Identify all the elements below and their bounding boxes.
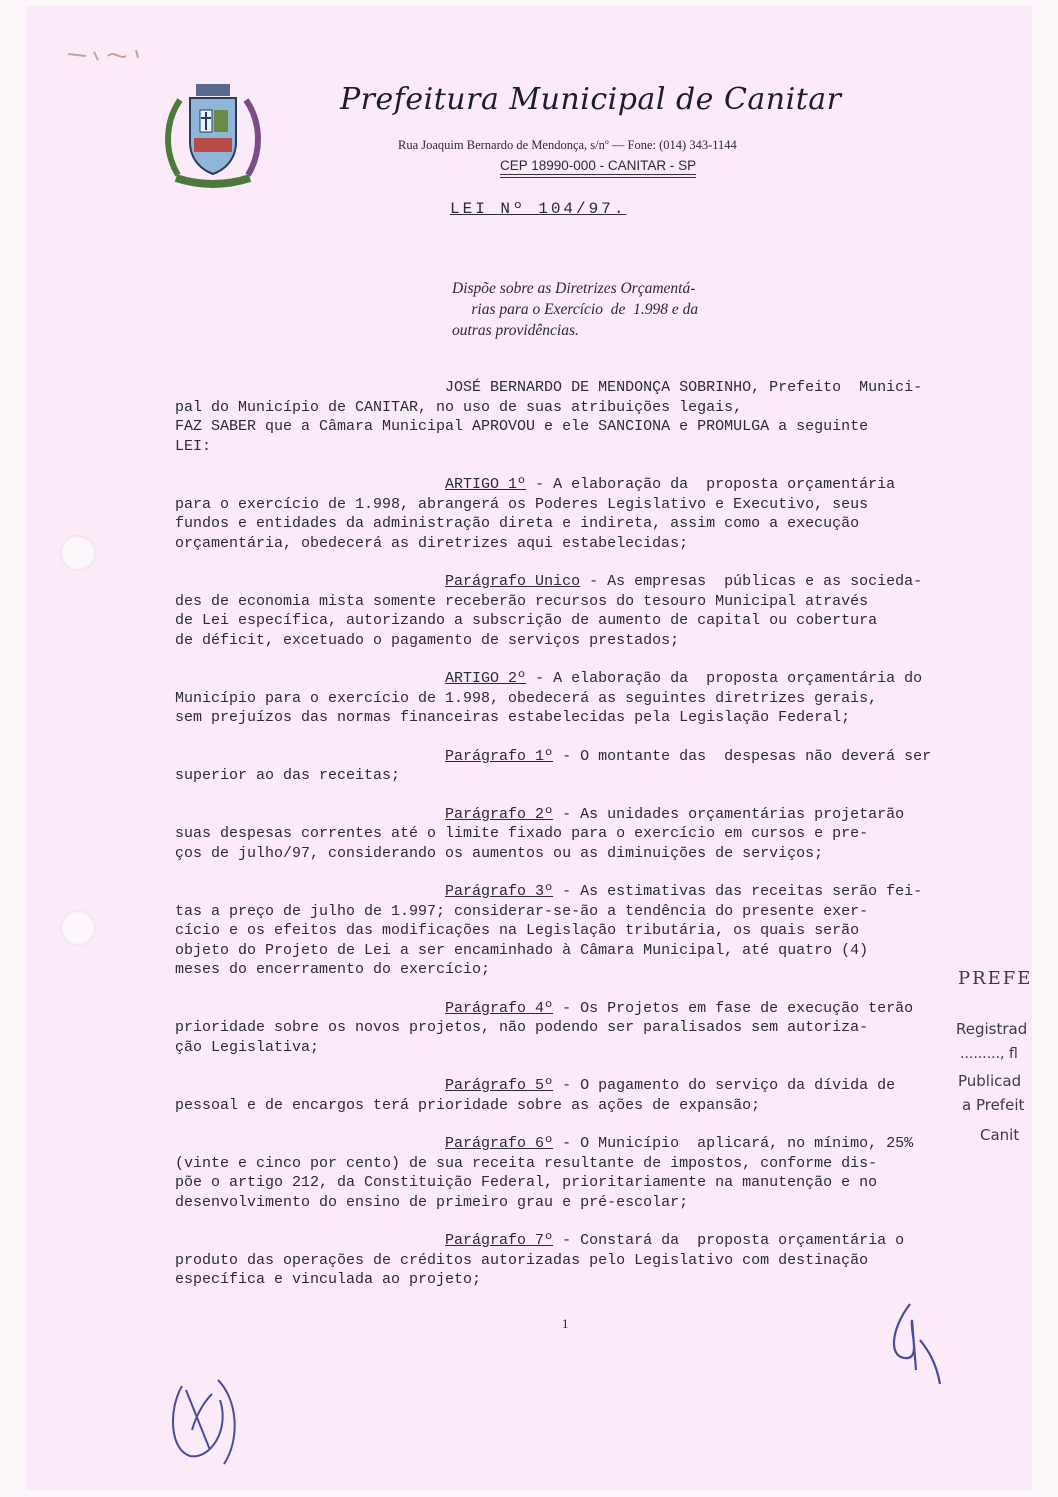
smudge-mark (64, 44, 154, 68)
paragraph-first-line (175, 1076, 953, 1096)
law-body (175, 378, 953, 1290)
paragraph-line: desenvolvimento do ensino de primeiro grau e pré-escolar; (175, 1193, 689, 1211)
paragraph-text: - As empresas públicas e as socieda- (580, 573, 923, 590)
indent (175, 748, 445, 765)
paragraph-line: objeto do Projeto de Lei a ser encaminhado à Câmara Municipal, até quatro (4) (175, 941, 869, 959)
paragraph-text: - A elaboração da proposta orçamentária (526, 476, 896, 493)
signature-initials (880, 1300, 950, 1390)
paragraph-line: específica e vinculada ao projeto; (175, 1271, 482, 1288)
address-line: Rua Joaquim Bernardo de Mendonça, s/nº — Fone: (014) 343-1144 (398, 138, 737, 152)
article-heading: Parágrafo 1º (445, 747, 554, 765)
paragraph-line: LEI: (175, 437, 212, 455)
punch-hole (60, 910, 96, 946)
paragraph-first-line (175, 669, 953, 689)
paragraph-text: - O pagamento do serviço da dívida de (553, 1077, 896, 1094)
paragraph-first-line (175, 805, 953, 825)
article-heading: Parágrafo 4º (445, 999, 554, 1017)
article-heading: Parágrafo 5º (445, 1077, 554, 1094)
paragraph-line: superior ao das receitas; (175, 767, 401, 784)
paragraph-gap (175, 980, 953, 999)
summary-line: rias para o Exercício de 1.998 e da (452, 301, 699, 318)
paragraph-first-line (175, 882, 953, 902)
signature-initials (160, 1370, 250, 1470)
paragraph-text: - As unidades orçamentárias projetarão (553, 805, 905, 823)
margin-stamp-line: Publicad (958, 1072, 1022, 1090)
paragraph-line: pal do Município de CANITAR, no uso de suas atribuições legais, (175, 398, 743, 416)
article-heading: ARTIGO 1º (445, 476, 527, 493)
margin-stamp-line: ........., fl (960, 1046, 1018, 1062)
paragraph-gap (175, 1057, 953, 1076)
paragraph-text: - As estimativas das receitas serão fei- (553, 883, 923, 900)
paragraph-text: - O montante das despesas não deverá ser (553, 747, 932, 765)
cep-line: CEP 18990-000 - CANITAR - SP (500, 158, 697, 173)
paragraph-gap (175, 863, 953, 882)
paragraph-line: põe o artigo 212, da Constituição Federal, prioritariamente na manutenção e no (175, 1174, 878, 1191)
indent (175, 1135, 445, 1152)
paragraph-line: des de economia mista somente receberão recursos do tesouro Municipal através (175, 592, 869, 610)
punch-hole (60, 535, 96, 571)
paragraph-text: - Os Projetos em fase de execução terão (553, 999, 914, 1017)
paragraph-line: de Lei específica, autorizando a subscrição de aumento de capital ou cobertura (175, 612, 878, 629)
paragraph-first-line (175, 378, 953, 398)
indent (175, 1232, 445, 1249)
article-heading: Parágrafo 7º (445, 1232, 554, 1249)
indent (175, 670, 445, 687)
margin-stamp-line: Registrad (956, 1020, 1028, 1038)
indent (175, 1000, 445, 1017)
paragraph-line: FAZ SABER que a Câmara Municipal APROVOU e ele SANCIONA e PROMULGA a seguinte (175, 418, 869, 435)
summary-line: outras providências. (452, 322, 579, 339)
paragraph-line: ção Legislativa; (175, 1038, 320, 1056)
paragraph-line: cício e os efeitos das modificações na Legislação tributária, os quais serão (175, 922, 860, 939)
paragraph-line: pessoal e de encargos terá prioridade sobre as ações de expansão; (175, 1096, 761, 1114)
paragraph-text: - O Município aplicará, no mínimo, 25% (553, 1135, 914, 1152)
paragraph-line: de déficit, excetuado o pagamento de serviços prestados; (175, 631, 680, 649)
paragraph-line: Município para o exercício de 1.998, obedecerá as seguintes diretrizes gerais, (175, 689, 878, 707)
indent (175, 806, 445, 823)
paragraph-gap (175, 456, 953, 475)
municipality-title: Prefeitura Municipal de Canitar (340, 82, 842, 117)
paragraph-first-line (175, 999, 953, 1019)
paragraph-line: meses do encerramento do exercício; (175, 961, 491, 978)
article-heading: Parágrafo Unico (445, 573, 581, 590)
paragraph-line: (vinte e cinco por cento) de sua receita resultante de impostos, conforme dis- (175, 1154, 878, 1172)
indent (175, 573, 445, 590)
paragraph-line: produto das operações de créditos autorizadas pelo Legislativo com destinação (175, 1251, 869, 1269)
article-heading: Parágrafo 2º (445, 805, 554, 823)
paragraph-line: para o exercício de 1.998, abrangerá os Poderes Legislativo e Executivo, seus (175, 495, 869, 513)
paragraph-line: fundos e entidades da administração direta e indireta, assim como a execução (175, 515, 860, 532)
paragraph-gap (175, 553, 953, 572)
paragraph-first-line (175, 1134, 953, 1154)
indent (175, 883, 445, 900)
paragraph-gap (175, 1115, 953, 1134)
margin-stamp-line: Canit (980, 1126, 1020, 1144)
paragraph-text: - A elaboração da proposta orçamentária do (526, 670, 923, 687)
article-heading: Parágrafo 6º (445, 1135, 554, 1152)
paragraph-gap (175, 786, 953, 805)
margin-stamp-title: PREFE (958, 968, 1033, 989)
paragraph-first-line (175, 747, 953, 767)
summary-line: Dispõe sobre as Diretrizes Orçamentá- (452, 280, 696, 297)
article-heading: ARTIGO 2º (445, 670, 527, 687)
paragraph-text: JOSÉ BERNARDO DE MENDONÇA SOBRINHO, Prefeito Munici- (175, 379, 923, 396)
municipal-coat-of-arms-icon (158, 80, 268, 190)
margin-stamp-line: a Prefeit (962, 1096, 1025, 1114)
paragraph-gap (175, 650, 953, 669)
paragraph-first-line (175, 1231, 953, 1251)
paragraph-line: ços de julho/97, considerando os aumentos ou as diminuições de serviços; (175, 844, 824, 862)
paragraph-gap (175, 728, 953, 747)
paragraph-gap (175, 1212, 953, 1231)
article-heading: Parágrafo 3º (445, 883, 554, 900)
paragraph-line: prioridade sobre os novos projetos, não podendo ser paralisados sem autoriza- (175, 1019, 869, 1036)
indent (175, 476, 445, 493)
page-number: 1 (562, 1316, 569, 1331)
paragraph-text: - Constará da proposta orçamentária o (553, 1232, 905, 1249)
paragraph-line: suas despesas correntes até o limite fixado para o exercício em cursos e pre- (175, 825, 869, 842)
law-number: LEI Nº 104/97. (450, 200, 627, 218)
paragraph-line: sem prejuízos das normas financeiras estabelecidas pela Legislação Federal; (175, 709, 851, 726)
law-summary (452, 278, 698, 341)
paragraph-line: tas a preço de julho de 1.997; considerar-se-ão a tendência do presente exer- (175, 902, 869, 920)
paragraph-line: orçamentária, obedecerá as diretrizes aqui estabelecidas; (175, 534, 689, 552)
paragraph-first-line (175, 572, 953, 592)
indent (175, 1077, 445, 1094)
paragraph-first-line (175, 475, 953, 495)
